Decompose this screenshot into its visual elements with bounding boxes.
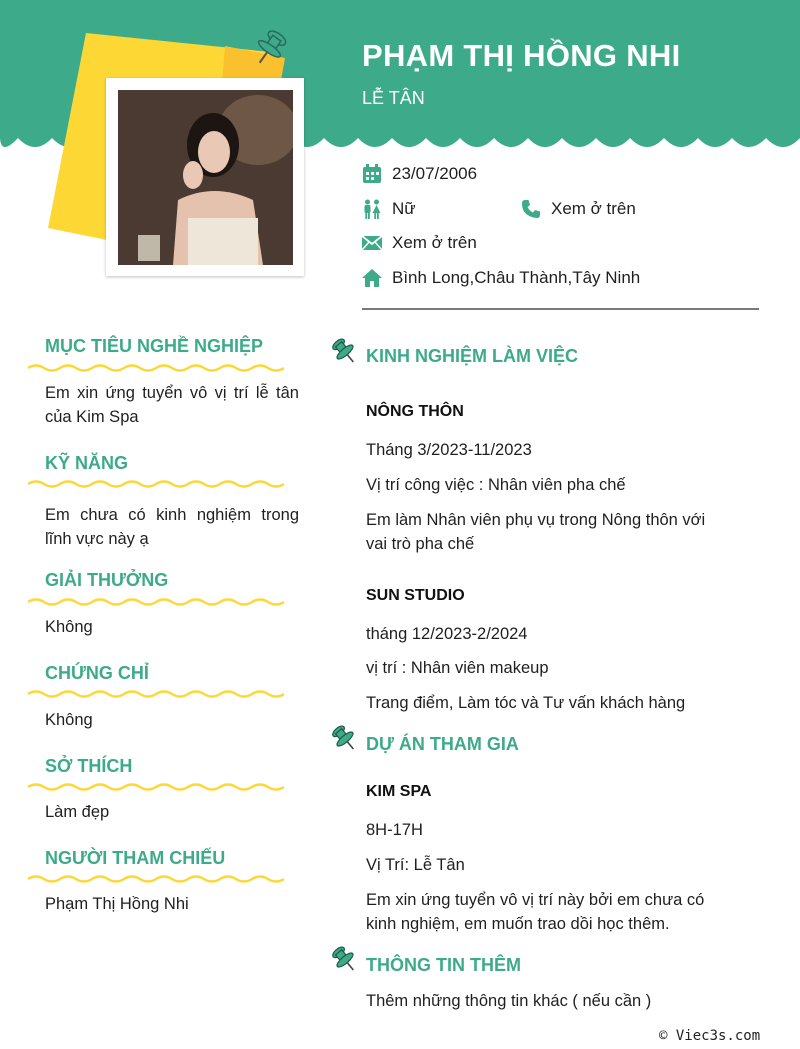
squiggle-divider [28,596,284,608]
address-value: Bình Long,Châu Thành,Tây Ninh [392,268,641,287]
job-org: NÔNG THÔN [366,403,464,420]
pushpin-icon [250,28,290,70]
pushpin-icon [330,724,360,754]
dob-row [362,164,477,184]
squiggle-divider [28,478,284,490]
job-period: tháng 12/2023-2/2024 [366,625,528,643]
job-position: vị trí : Nhân viên makeup [366,659,549,677]
calendar-icon [362,164,382,184]
profile-photo-area [40,28,300,273]
section-title-projects: DỰ ÁN THAM GIA [366,734,519,754]
job-position: Vị trí công việc : Nhân viên pha chế [366,476,626,494]
job-description: Trang điểm, Làm tóc và Tư vấn khách hàng [366,694,686,712]
section-title-certificates: CHỨNG CHỈ [45,663,149,683]
job-period: Tháng 3/2023-11/2023 [366,441,532,459]
email-value: Xem ở trên [392,233,477,252]
candidate-name: PHẠM THỊ HỒNG NHI [362,38,681,73]
pushpin-icon [330,337,360,367]
section-title-career-goal: MỤC TIÊU NGHỀ NGHIỆP [45,336,264,356]
phone-icon [521,199,541,219]
dob-value: 23/07/2006 [392,164,478,183]
contact-divider [362,308,759,310]
section-title-skills: KỸ NĂNG [45,453,129,473]
skills-text: Em chưa có kinh nghiệm trong lĩnh vực này ạ [45,506,299,548]
squiggle-divider [28,873,284,885]
project-position: Vị Trí: Lễ Tân [366,856,465,874]
candidate-title: LỄ TÂN [362,88,425,108]
project-org: KIM SPA [366,783,432,800]
certificates-text: Không [45,711,93,729]
phone-row [521,199,636,219]
squiggle-divider [28,688,284,700]
squiggle-divider [28,781,284,793]
references-text: Phạm Thị Hồng Nhi [45,895,189,913]
job-description: Em làm Nhân viên phụ vụ trong Nông thôn với vai trò pha chế [366,511,706,553]
awards-text: Không [45,618,93,636]
address-row [362,268,640,288]
pushpin-icon [330,945,360,975]
profile-photo [118,90,293,265]
section-title-hobbies: SỞ THÍCH [45,756,133,776]
gender-value: Nữ [392,199,416,218]
squiggle-divider [28,362,284,374]
gender-icon [362,199,382,219]
section-title-experience: KINH NGHIỆM LÀM VIỆC [366,346,579,366]
phone-value: Xem ở trên [551,199,636,218]
section-title-awards: GIẢI THƯỞNG [45,570,169,590]
career-goal-text: Em xin ứng tuyển vô vị trí lễ tân của Kim Spa [45,384,299,426]
email-row [362,233,477,253]
home-icon [362,268,382,288]
footer-credit: © Viec3s.com [659,1028,761,1044]
gender-row [362,199,416,219]
section-title-references: NGƯỜI THAM CHIẾU [45,848,226,868]
project-time: 8H-17H [366,821,423,839]
hobbies-text: Làm đẹp [45,803,110,821]
photo-frame [106,78,304,276]
extra-text: Thêm những thông tin khác ( nếu cần ) [366,992,652,1010]
section-title-extra: THÔNG TIN THÊM [366,955,521,975]
email-icon [362,233,382,253]
project-description: Em xin ứng tuyển vô vị trí này bởi em chưa có kinh nghiệm, em muốn trao dồi học thêm. [366,891,705,933]
job-org: SUN STUDIO [366,587,465,604]
